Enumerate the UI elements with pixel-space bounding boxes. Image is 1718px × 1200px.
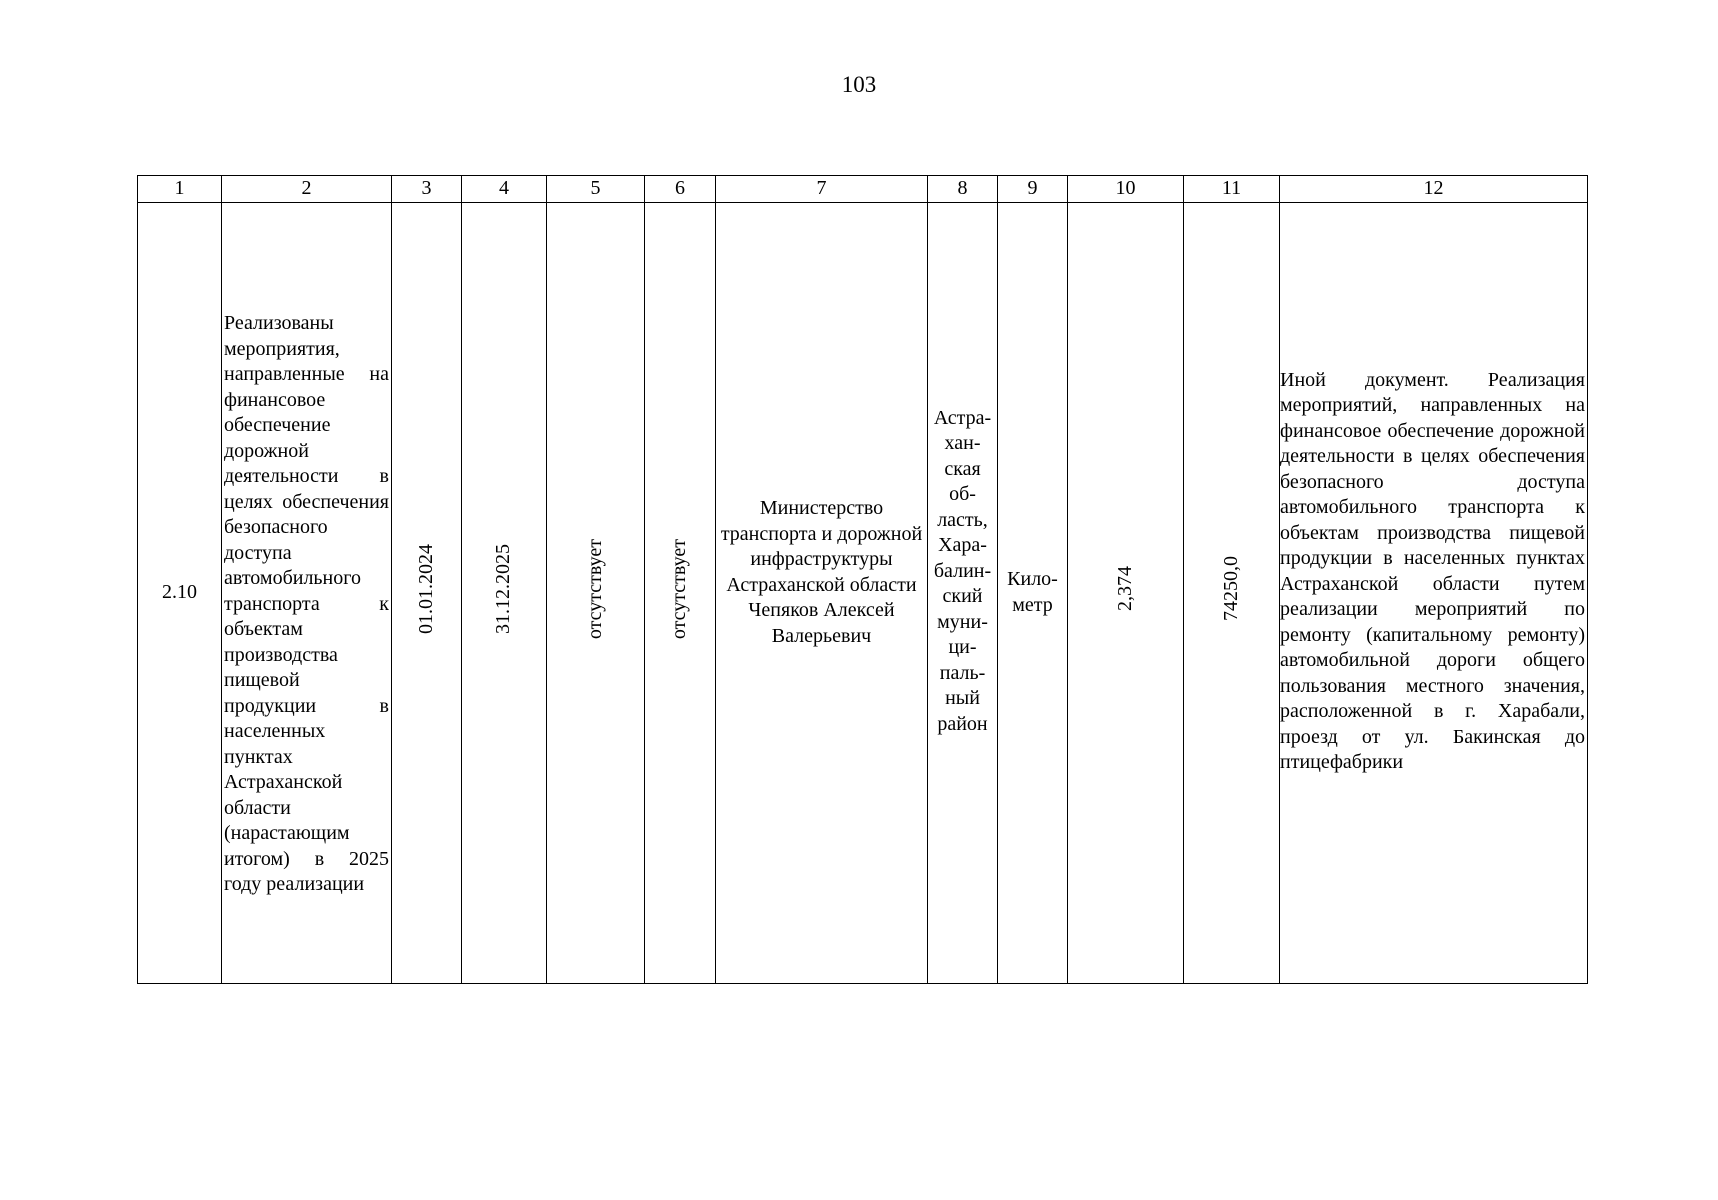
end-date-cell [462,202,547,983]
col5-value: отсутствует [583,538,606,639]
column-number: 4 [462,176,547,203]
page-number: 103 [841,72,877,97]
document-cell [1280,202,1588,983]
column-number: 5 [547,176,645,203]
result-description: Реализованы мероприятия, направленные на финансовое обеспечение дорожной деятельности в целях обеспечения безопасного доступа автомобильного транспорта к объектам производства пищевой продукции в населенных пунктах Астраханской области (нарастающим итогом) в 2025 году реализации [224,312,389,896]
value-cell [1068,202,1184,983]
col6-cell [645,202,716,983]
responsible-cell [716,202,928,983]
column-number: 3 [392,176,462,203]
start-date-cell [392,202,462,983]
territory-cell [928,202,998,983]
col5-cell [547,202,645,983]
column-number: 11 [1184,176,1280,203]
table-row [138,202,1588,983]
column-number: 12 [1280,176,1588,203]
col6-value: отсутствует [668,538,691,639]
column-number: 6 [645,176,716,203]
measures-table [137,175,1588,984]
column-number: 8 [928,176,998,203]
row-number: 2.10 [138,202,222,983]
column-number: 10 [1068,176,1184,203]
column-number: 9 [998,176,1068,203]
column-number: 1 [138,176,222,203]
unit: Кило- метр [1007,568,1058,616]
indicator-value: 2,374 [1113,566,1136,612]
unit-cell [998,202,1068,983]
column-number-row [138,176,1588,203]
responsible: Министерство транспорта и дорожной инфраструктуры Астраханской области Чепяков Алексей Валерьевич [720,497,923,647]
start-date: 01.01.2024 [414,543,437,634]
result-description-cell [222,202,392,983]
end-date: 31.12.2025 [492,543,515,634]
document-description: Иной документ. Реализация мероприятий, направленных на финансовое обеспечение дорожной деятельности в целях обеспечения безопасного доступа автомобильного транспорта к объектам производства пищевой продукции в населенных пунктах Астраханской области путем реализации мероприятий по ремонту (капитальному ремонту) автомобильной дороги общего пользования местного значения, расположенной в г. Харабали, проезд от ул. Бакинская до птицефабрики [1280,368,1585,773]
finance-cell [1184,202,1280,983]
column-number: 7 [716,176,928,203]
column-number: 2 [222,176,392,203]
finance-value: 74250,0 [1219,556,1242,622]
territory: Астра- хан- ская об- ласть, Хара- балин- ский муни- ци- паль- ный район [933,406,992,735]
